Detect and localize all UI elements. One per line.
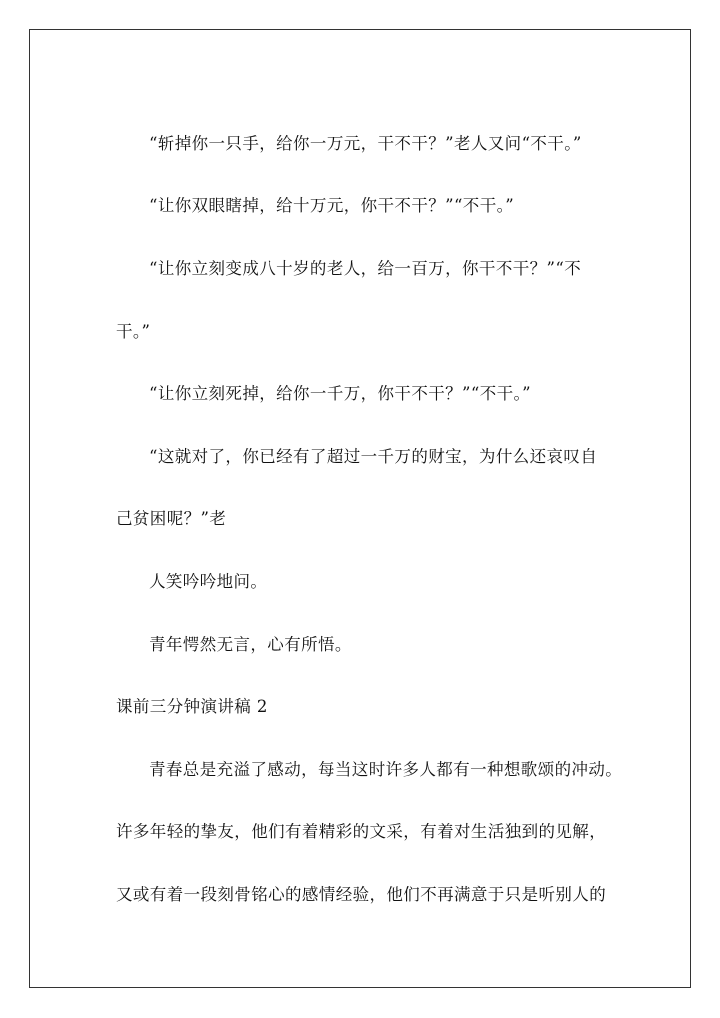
paragraph-line-4: 干。” (116, 322, 151, 341)
paragraph-line-11: 许多年轻的挚友，他们有着精彩的文采，有着对生活独到的见解， (116, 822, 607, 841)
paragraph-line-3: “让你立刻变成八十岁的老人，给一百万，你干不干？”“不 (149, 259, 582, 278)
paragraph-line-8: 人笑吟吟地问。 (149, 572, 268, 591)
paragraph-line-2: “让你双眼瞎掉，给十万元，你干不干？”“不干。” (149, 196, 515, 215)
paragraph-line-1: “斩掉你一只手，给你一万元，干不干？”老人又问“不干。” (149, 134, 582, 153)
paragraph-line-9: 青年愕然无言，心有所悟。 (149, 635, 352, 654)
paragraph-line-7: 己贫困呢？”老 (116, 509, 227, 528)
paragraph-line-5: “让你立刻死掉，给你一千万，你干不干？”“不干。” (149, 384, 531, 403)
paragraph-line-6: “这就对了，你已经有了超过一千万的财宝，为什么还哀叹自 (149, 447, 598, 466)
paragraph-line-10: 青春总是充溢了感动，每当这时许多人都有一种想歌颂的冲动。 (149, 760, 623, 779)
section-heading: 课前三分钟演讲稿 2 (116, 697, 268, 716)
paragraph-line-12: 又或有着一段刻骨铭心的感情经验，他们不再满意于只是听别人的 (116, 885, 607, 904)
